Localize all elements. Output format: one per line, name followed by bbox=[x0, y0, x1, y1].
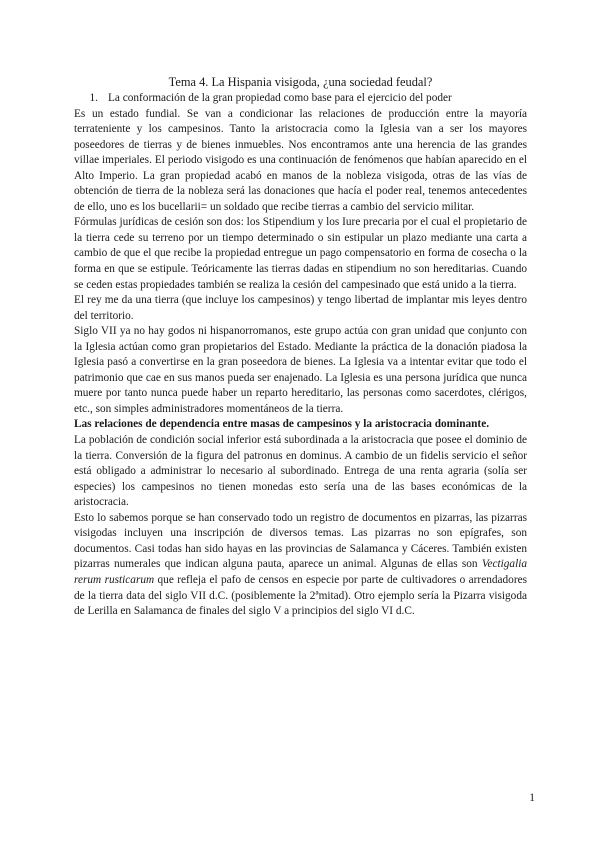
paragraph-6 bbox=[74, 511, 527, 620]
bold-subheading: Las relaciones de dependencia entre masas de campesinos y la aristocracia dominante. bbox=[74, 418, 490, 431]
section-number: 1. bbox=[89, 92, 98, 104]
paragraph-4: Siglo VII ya no hay godos ni hispanorromanos, este grupo actúa con gran unidad que conjunto con la Iglesia actúan como gran propietarios del Estado. Mediante la práctica de la donación piadosa la Iglesia pasó a convertirse en la gran poseedora de bienes. La Iglesia va a intentar evitar que todo el patrimonio que cae en sus manos pueda ser enajenado. La Iglesia es una persona jurídica que nunca muere por tanto nunca puede haber un reparto hereditario, las personas como sacerdotes, clérigos, etc., son simples administradores momentáneos de la tierra. bbox=[74, 325, 527, 415]
paragraph-6-part-1: Esto lo sabemos porque se han conservado todo un registro de documentos en pizarras, las pizarras visigodas incluyen una inscripción de diversos temas. Las pizarras no son epígrafes, son documentos. Casi todas han sido hayas en las provincias de Salamanca y Cáceres. También existen pizarras numerales que indican alguna pauta, aparece un animal. Algunas de ellas son bbox=[74, 511, 527, 571]
document-title: Tema 4. La Hispania visigoda, ¿una sociedad feudal? bbox=[168, 75, 433, 89]
page-number: 1 bbox=[529, 792, 535, 804]
section-heading-text: La conformación de la gran propiedad como base para el ejercicio del poder bbox=[108, 92, 452, 104]
paragraph-1: Es un estado fundial. Se van a condicionar las relaciones de producción entre la mayoría terrateniente y los campesinos. Tanto la aristocracia como la Iglesia van a ser los mayores poseedores de tierras y de bienes inmuebles. Nos encontramos ante una herencia de las grandes villae imperiales. El periodo visigodo es una continuación de fenómenos que habían aparecido en el Alto Imperio. La gran propiedad acabó en manos de la nobleza visigoda, otras de las vías de obtención de tierra de la nobleza será las donaciones que hacía el poder real, tenemos antecedentes de ello, uno es los bucellarii= un soldado que recibe tierras a cambio del servicio militar. bbox=[74, 107, 527, 213]
section-heading-1 bbox=[74, 91, 527, 107]
paragraph-2: Fórmulas jurídicas de cesión son dos: los Stipendium y los Iure precaria por el cual el propietario de la tierra cede su terreno por un tiempo determinado o sin estipular un plazo mediante una carta a cambio de que el que recibe la propiedad entregue un pago compensatorio en forma de cosecha o la forma en que se estipule. Teóricamente las tierras dadas en stipendium no son hereditarias. Cuando se ceden estas propiedades también se realiza la cesión del campesinado que está unido a la tierra. bbox=[74, 216, 527, 291]
paragraph-3: El rey me da una tierra (que incluye los campesinos) y tengo libertad de implantar mis leyes dentro del territorio. bbox=[74, 294, 527, 322]
paragraph-6-italic-term: Vectigalia rerum rusticarum bbox=[74, 558, 527, 586]
paragraph-6-part-2: que refleja el pafo de censos en especie por parte de cultivadores o arrendadores de la tierra data del siglo VII d.C. (posiblemente la 2ªmitad). Otro ejemplo sería la Pizarra visigoda de Lerilla en Salamanca de finales del siglo V a principios del siglo VI d.C. bbox=[74, 573, 527, 618]
document-body bbox=[74, 74, 527, 620]
paragraph-5: La población de condición social inferior está subordinada a la aristocracia que posee el dominio de la tierra. Conversión de la figura del patronus en dominus. A cambio de un fidelis servicio el señor está obligado a administrar lo necesario al subordinado. Entrega de una renta agraria (solía ser especies) los campesinos no tienen monedas esto sería una de las bases económicas de la aristocracia. bbox=[74, 434, 527, 509]
